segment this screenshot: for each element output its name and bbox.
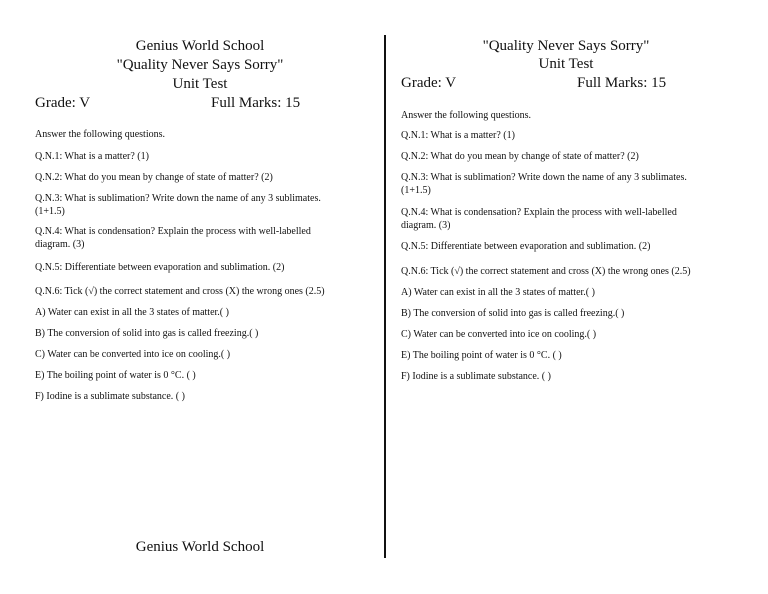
full-marks-label: Full Marks: 15 bbox=[577, 75, 667, 91]
column-divider bbox=[384, 35, 386, 558]
statement-c: C) Water can be converted into ice on cooling.( ) bbox=[35, 349, 231, 360]
question-5: Q.N.5: Differentiate between evaporation and sublimation. (2) bbox=[35, 262, 285, 273]
test-title: Unit Test bbox=[538, 56, 594, 72]
statement-f: F) Iodine is a sublimate substance. ( ) bbox=[401, 371, 551, 382]
grade-label: Grade: V bbox=[35, 95, 91, 111]
statement-b: B) The conversion of solid into gas is called freezing.( ) bbox=[401, 308, 625, 319]
statement-a: A) Water can exist in all the 3 states of matter.( ) bbox=[401, 287, 595, 298]
grade-label: Grade: V bbox=[401, 75, 457, 91]
school-motto: "Quality Never Says Sorry" bbox=[482, 38, 650, 54]
question-4: Q.N.4: What is condensation? Explain the process with well-labelled diagram. (3) bbox=[401, 207, 677, 231]
question-3: Q.N.3: What is sublimation? Write down the name of any 3 sublimates. (1+1.5) bbox=[401, 172, 687, 196]
question-3: Q.N.3: What is sublimation? Write down the name of any 3 sublimates. (1+1.5) bbox=[35, 193, 321, 217]
statement-c: C) Water can be converted into ice on cooling.( ) bbox=[401, 329, 597, 340]
question-5: Q.N.5: Differentiate between evaporation and sublimation. (2) bbox=[401, 241, 651, 252]
question-2: Q.N.2: What do you mean by change of state of matter? (2) bbox=[35, 172, 273, 183]
footer-school-name: Genius World School bbox=[135, 539, 265, 555]
question-4: Q.N.4: What is condensation? Explain the process with well-labelled diagram. (3) bbox=[35, 226, 311, 250]
statement-a: A) Water can exist in all the 3 states of matter.( ) bbox=[35, 307, 229, 318]
question-1: Q.N.1: What is a matter? (1) bbox=[35, 151, 149, 162]
school-motto: "Quality Never Says Sorry" bbox=[116, 57, 284, 73]
statement-f: F) Iodine is a sublimate substance. ( ) bbox=[35, 391, 185, 402]
test-title: Unit Test bbox=[172, 76, 228, 92]
school-name: Genius World School bbox=[135, 38, 265, 54]
statement-b: B) The conversion of solid into gas is called freezing.( ) bbox=[35, 328, 259, 339]
statement-e: E) The boiling point of water is 0 °C. ( ) bbox=[35, 370, 196, 381]
question-1: Q.N.1: What is a matter? (1) bbox=[401, 130, 515, 141]
instruction: Answer the following questions. bbox=[35, 129, 165, 140]
question-6: Q.N.6: Tick (√) the correct statement and cross (X) the wrong ones (2.5) bbox=[35, 286, 325, 297]
question-6: Q.N.6: Tick (√) the correct statement and cross (X) the wrong ones (2.5) bbox=[401, 266, 691, 277]
instruction: Answer the following questions. bbox=[401, 110, 531, 121]
statement-e: E) The boiling point of water is 0 °C. ( ) bbox=[401, 350, 562, 361]
full-marks-label: Full Marks: 15 bbox=[211, 95, 301, 111]
question-2: Q.N.2: What do you mean by change of state of matter? (2) bbox=[401, 151, 639, 162]
